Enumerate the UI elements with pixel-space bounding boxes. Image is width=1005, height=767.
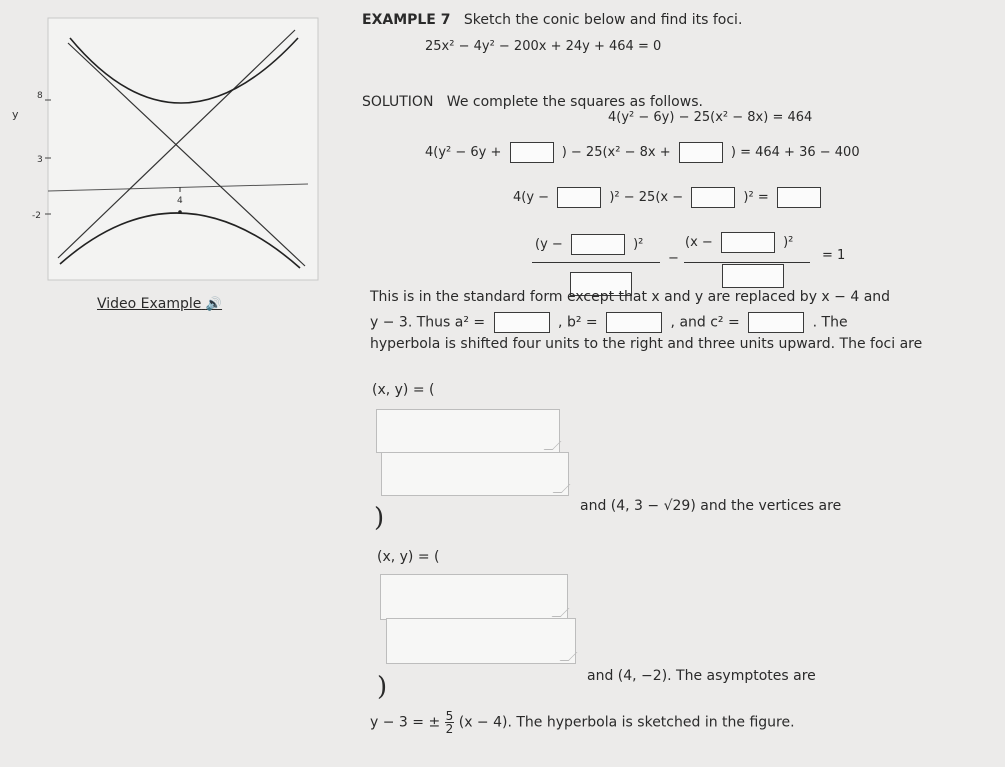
hyperbola-graph — [12, 18, 320, 293]
step2-part-c: ) = 464 + 36 − 400 — [730, 145, 860, 160]
video-example-link[interactable] — [97, 296, 222, 312]
vertex-y-textarea[interactable] — [386, 618, 576, 664]
fraction-bar-y — [532, 262, 660, 263]
answer-box-y-shift[interactable] — [557, 187, 601, 208]
foci-label — [372, 382, 435, 398]
speaker-icon: 🔊 — [205, 297, 223, 312]
frac-x-open: (x − — [685, 235, 713, 250]
asymptote-fraction — [445, 710, 455, 735]
example-prompt: Sketch the conic below and find its foci. — [463, 12, 743, 28]
vertices-label-text: (x, y) = ( — [377, 549, 440, 565]
solution-header — [362, 94, 703, 110]
example-label: EXAMPLE 7 — [362, 12, 451, 28]
y-axis-label: y — [12, 108, 19, 121]
vertex-point — [178, 210, 182, 214]
answer-box-y-complete[interactable] — [510, 142, 554, 163]
foci-y-textarea[interactable] — [381, 452, 569, 496]
video-example-label: Video Example — [97, 296, 202, 312]
b-squared-label: , b² = — [558, 314, 598, 331]
answer-box-x-shift[interactable] — [691, 187, 735, 208]
step3-part-b: )² − 25(x − — [609, 190, 684, 205]
fraction-y-numerator — [535, 234, 643, 255]
solution-label: SOLUTION — [362, 94, 434, 110]
fraction-denominator: 2 — [445, 722, 454, 736]
answer-box-frac-x[interactable] — [721, 232, 775, 253]
x-tick-label-4: 4 — [177, 196, 183, 206]
step-line-1: 4(y² − 6y) − 25(x² − 8x) = 464 — [608, 110, 813, 125]
foci-close-paren: ) — [374, 503, 385, 533]
answer-box-b-squared[interactable] — [606, 312, 662, 333]
paragraph-line-3: hyperbola is shifted four units to the right and three units upward. The foci are — [370, 336, 923, 352]
y-tick-label-8: 8 — [37, 91, 43, 101]
frac-y-open: (y − — [535, 237, 563, 252]
asymptote-rhs: (x − 4). The hyperbola is sketched in the figure. — [458, 714, 795, 731]
paragraph-line-1: This is in the standard form except that x and y are replaced by x − 4 and — [370, 289, 891, 305]
vertices-close-paren: ) — [377, 672, 388, 702]
vertices-other: and (4, −2). The asymptotes are — [587, 668, 816, 684]
answer-box-x-complete[interactable] — [679, 142, 723, 163]
fraction-bar-x — [684, 262, 810, 263]
answer-box-rhs[interactable] — [777, 187, 821, 208]
asymptote-lhs: y − 3 = ± — [370, 714, 441, 731]
a-squared-label: y − 3. Thus a² = — [370, 314, 486, 331]
step2-part-b: ) − 25(x² − 8x + — [561, 145, 671, 160]
frac-x-close: )² — [783, 235, 794, 250]
y-tick-label-minus2: -2 — [32, 211, 41, 221]
step3-part-c: )² = — [743, 190, 769, 205]
solution-intro: We complete the squares as follows. — [446, 94, 703, 110]
frac-y-close: )² — [633, 237, 644, 252]
step-line-2 — [425, 142, 860, 163]
equals-one: = 1 — [822, 248, 846, 263]
the-label: . The — [812, 314, 848, 331]
fraction-x-numerator — [685, 232, 793, 253]
vertex-x-textarea[interactable] — [380, 574, 568, 620]
step2-part-a: 4(y² − 6y + — [425, 145, 502, 160]
foci-other: and (4, 3 − √29) and the vertices are — [580, 498, 842, 514]
step3-part-a: 4(y − — [513, 190, 550, 205]
c-squared-label: , and c² = — [670, 314, 740, 331]
foci-x-textarea[interactable] — [376, 409, 560, 453]
step-line-3 — [513, 187, 825, 208]
fraction-numerator: 5 — [445, 709, 454, 723]
y-tick-label-3: 3 — [37, 155, 43, 165]
answer-box-a-squared[interactable] — [494, 312, 550, 333]
paragraph-line-2 — [370, 312, 848, 333]
given-equation: 25x² − 4y² − 200x + 24y + 464 = 0 — [425, 39, 662, 54]
example-header — [362, 12, 742, 28]
answer-box-frac-y[interactable] — [571, 234, 625, 255]
foci-label-text: (x, y) = ( — [372, 382, 435, 398]
answer-box-denom-x[interactable] — [722, 264, 784, 288]
asymptote-line — [370, 710, 795, 735]
fraction-minus: − — [668, 251, 679, 266]
vertices-label — [377, 549, 440, 565]
answer-box-c-squared[interactable] — [748, 312, 804, 333]
